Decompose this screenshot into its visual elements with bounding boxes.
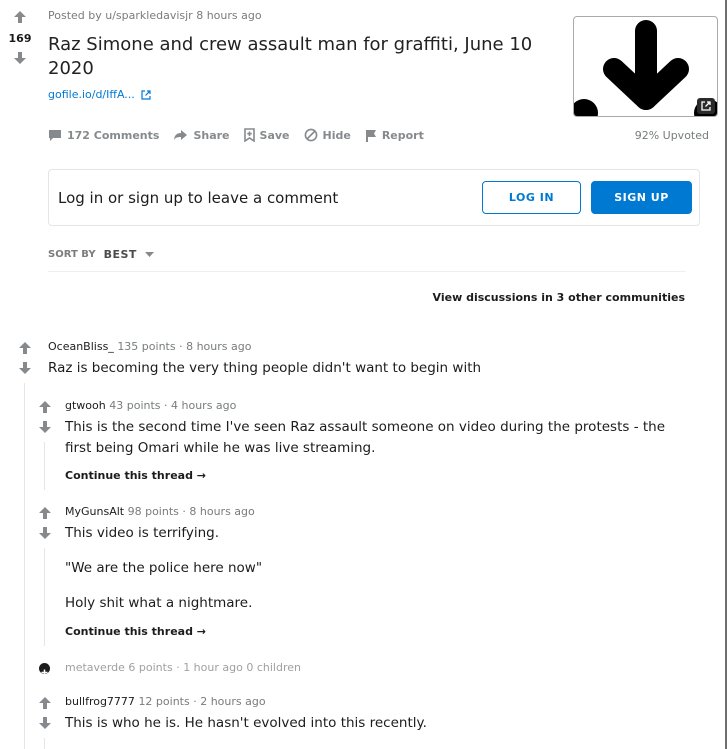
upvote-icon[interactable] bbox=[13, 10, 27, 24]
thumbnail-external-icon[interactable] bbox=[697, 98, 715, 114]
comment-author[interactable]: gtwooh bbox=[65, 399, 106, 412]
comment-vote-column bbox=[37, 506, 53, 540]
hide-label: Hide bbox=[322, 128, 351, 142]
comment-text: This is the second time I've seen Raz assault someone on video during the protests - the first being Omari while he was live streaming. bbox=[65, 419, 666, 456]
thread-line[interactable] bbox=[24, 383, 25, 749]
downvote-icon[interactable] bbox=[38, 716, 52, 730]
report-label: Report bbox=[381, 128, 424, 142]
continue-thread-link[interactable] bbox=[65, 625, 206, 638]
comment-points: 12 points bbox=[138, 695, 190, 708]
continue-thread-label[interactable]: Continue this thread bbox=[65, 625, 193, 638]
comment-time: 4 hours ago bbox=[171, 399, 237, 412]
continue-thread-link[interactable] bbox=[65, 469, 206, 482]
downvote-icon[interactable] bbox=[13, 51, 27, 65]
comments-button[interactable] bbox=[48, 128, 159, 142]
downvote-icon[interactable] bbox=[38, 420, 52, 434]
comment-body bbox=[48, 358, 678, 393]
comment-author[interactable]: MyGunsAlt bbox=[65, 505, 125, 518]
comment-icon bbox=[48, 129, 62, 142]
report-button[interactable] bbox=[365, 128, 424, 142]
comment-points: 43 points bbox=[109, 399, 161, 412]
arrow-right-icon: → bbox=[196, 625, 207, 638]
comment-text: Raz is becoming the very thing people didn't want to begin with bbox=[48, 360, 482, 376]
signup-button[interactable]: SIGN UP bbox=[591, 181, 692, 214]
login-prompt-text: Log in or sign up to leave a comment bbox=[58, 189, 339, 207]
comment-text: This video is terrifying. bbox=[65, 525, 220, 541]
comment-text: "We are the police here now" bbox=[65, 560, 263, 576]
comment-meta bbox=[48, 340, 251, 353]
share-label: Share bbox=[193, 128, 230, 142]
comment-author[interactable]: metaverde bbox=[65, 661, 125, 674]
meta-separator: · bbox=[176, 661, 180, 674]
comment-text: This is who he is. He hasn't evolved into this recently. bbox=[65, 715, 427, 731]
comment-author[interactable]: OceanBliss_ bbox=[48, 340, 114, 353]
comment-meta bbox=[65, 695, 266, 708]
post-meta: Posted by u/sparkledavisjr 8 hours ago bbox=[48, 9, 262, 22]
chevron-down-icon[interactable] bbox=[145, 252, 154, 258]
comment-vote-column bbox=[37, 400, 53, 434]
post-action-bar bbox=[48, 128, 424, 142]
divider bbox=[48, 271, 686, 272]
post-thumbnail[interactable] bbox=[573, 16, 718, 117]
login-button[interactable]: LOG IN bbox=[482, 181, 581, 214]
thread-line[interactable] bbox=[44, 442, 45, 490]
comment-vote-column bbox=[37, 696, 53, 730]
save-label: Save bbox=[259, 128, 290, 142]
comment-time: 1 hour ago bbox=[183, 661, 243, 674]
meta-separator: · bbox=[182, 505, 186, 518]
continue-thread-label[interactable]: Continue this thread bbox=[65, 469, 193, 482]
comment-points: 6 points bbox=[128, 661, 173, 674]
comment-body bbox=[65, 417, 685, 473]
comment-author[interactable]: bullfrog7777 bbox=[65, 695, 135, 708]
flag-icon bbox=[365, 129, 377, 142]
comments-label: 172 Comments bbox=[67, 128, 160, 142]
other-communities-link[interactable]: View discussions in 3 other communities bbox=[432, 291, 685, 304]
upvote-icon[interactable] bbox=[38, 696, 52, 710]
comment-points: 135 points bbox=[117, 340, 176, 353]
comment-meta bbox=[65, 505, 255, 518]
post-link-text[interactable]: gofile.io/d/IffA... bbox=[48, 88, 135, 101]
meta-separator: · bbox=[179, 340, 183, 353]
comment-body bbox=[65, 713, 685, 748]
comment-children: 0 children bbox=[246, 661, 301, 674]
comment-time: 8 hours ago bbox=[189, 505, 255, 518]
post-title[interactable]: Raz Simone and crew assault man for graffiti, June 10 2020 bbox=[48, 34, 533, 79]
downvote-icon[interactable] bbox=[38, 526, 52, 540]
upvote-icon[interactable] bbox=[38, 506, 52, 520]
comment-meta bbox=[65, 399, 236, 412]
save-button[interactable] bbox=[244, 128, 290, 142]
expand-comment-icon[interactable] bbox=[39, 663, 50, 674]
meta-separator: · bbox=[164, 399, 168, 412]
sort-value[interactable]: BEST bbox=[103, 248, 137, 261]
comment-time: 8 hours ago bbox=[186, 340, 252, 353]
sort-selector[interactable] bbox=[48, 248, 154, 261]
post-vote-column bbox=[6, 10, 34, 65]
share-button[interactable] bbox=[173, 128, 229, 142]
downvote-icon[interactable] bbox=[18, 361, 32, 375]
post-score: 169 bbox=[8, 32, 32, 45]
comment-body bbox=[65, 523, 685, 628]
collapsed-comment-meta[interactable] bbox=[65, 661, 301, 674]
post-link[interactable] bbox=[48, 88, 151, 101]
thread-line[interactable] bbox=[44, 738, 45, 749]
comment-points: 98 points bbox=[127, 505, 179, 518]
share-icon bbox=[173, 129, 188, 141]
comment-vote-column bbox=[17, 341, 33, 375]
upvote-icon[interactable] bbox=[18, 341, 32, 355]
thread-line[interactable] bbox=[44, 548, 45, 646]
comment-text: Holy shit what a nightmare. bbox=[65, 595, 253, 611]
arrow-right-icon: → bbox=[196, 469, 207, 482]
meta-separator: · bbox=[193, 695, 197, 708]
sort-label: SORT BY bbox=[48, 249, 96, 260]
login-prompt-box bbox=[48, 169, 700, 226]
upvote-icon[interactable] bbox=[38, 400, 52, 414]
bookmark-plus-icon bbox=[244, 128, 255, 142]
hide-icon bbox=[304, 128, 318, 142]
upvoted-ratio: 92% Upvoted bbox=[634, 129, 709, 142]
external-link-icon bbox=[141, 90, 151, 100]
hide-button[interactable] bbox=[304, 128, 351, 142]
comment-time: 2 hours ago bbox=[200, 695, 266, 708]
